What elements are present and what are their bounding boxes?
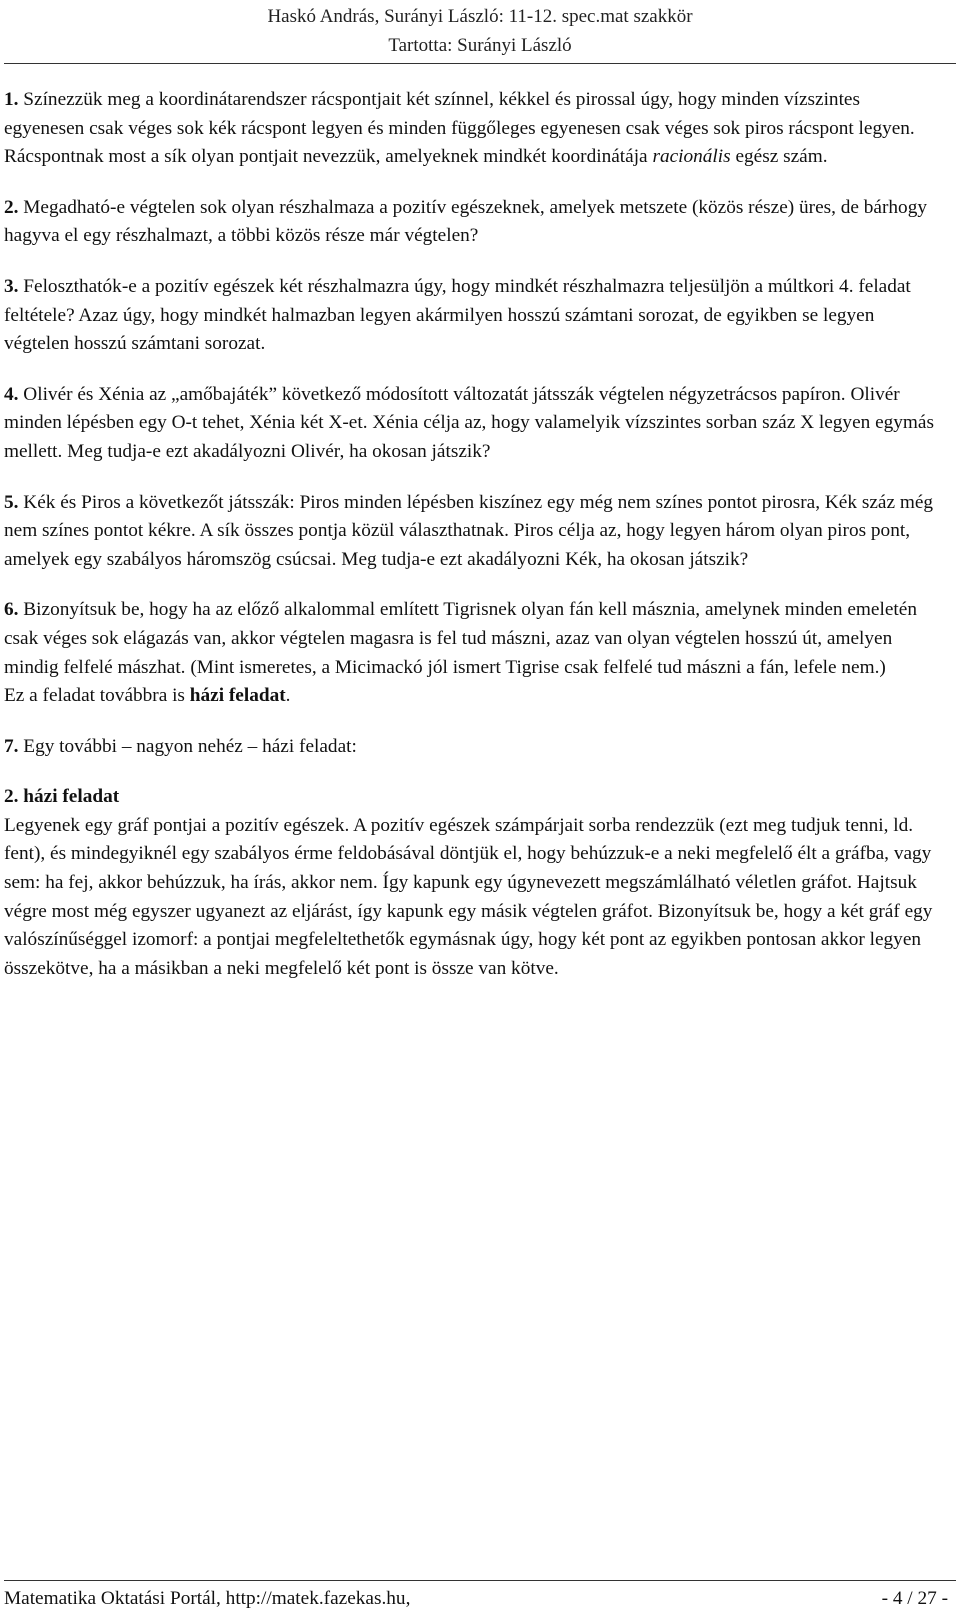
header-lecturer: Tartotta: Surányi László: [388, 35, 572, 56]
problem-4: [4, 381, 934, 467]
header-divider: [4, 63, 956, 64]
footer-divider: [4, 1580, 956, 1581]
homework-note-bold: házi feladat: [189, 685, 286, 707]
homework-note: Ez a feladat továbbra is: [4, 685, 190, 707]
problem-number: 3.: [4, 275, 19, 297]
problem-number: 5.: [4, 491, 19, 513]
homework-title: 2. házi feladat: [4, 786, 120, 808]
problem-text: Egy további – nagyon nehéz – házi feladat:: [18, 735, 357, 757]
homework-note-suffix: .: [285, 685, 291, 707]
problem-5: [4, 489, 934, 575]
page-header: [0, 0, 960, 60]
problem-number: 1.: [4, 89, 19, 110]
problem-text: Bizonyítsuk be, hogy ha az előző alkalommal említett Tigrisnek olyan fán kell másznia, amelynek minden emeletén csak véges sok elágazás van, akkor végtelen magasra is fel tud mászni, azaz van olyan végtelen hosszú út, amelyen mindig felfelé mászhat. (Mint ismeretes, a Micimackó jól ismert Tigrise csak felfelé tud mászni a fán, lefele nem.): [4, 599, 917, 678]
page-footer: [4, 1585, 948, 1613]
problem-2: [4, 194, 934, 251]
problem-7: [4, 733, 934, 762]
problem-text: Megadható-e végtelen sok olyan részhalmaza a pozitív egészeknek, amelyek metszete (közös része) üres, de bárhogy hagyva el egy részhalmazt, a többi közös része már végtelen?: [4, 196, 927, 247]
problem-text: egész szám.: [730, 146, 828, 168]
problem-text: Színezzük meg a koordinátarendszer rácspontjait két színnel, kékkel és pirossal úgy, hogy minden vízszintes egyenesen csak véges sok kék rácspont legyen és minden függőleges egyenesen csak véges sok piros rácspont legyen. Rácspontnak most a sík olyan pontjait nevezzük, amelyeknek mindkét koordinátája: [4, 89, 915, 168]
problem-number: 6.: [4, 599, 19, 621]
problem-number: 7.: [4, 735, 19, 757]
problem-1: [4, 86, 934, 172]
problem-text: Olivér és Xénia az „amőbajáték” következő módosított változatát játsszák végtelen négyzetrácsos papíron. Olivér minden lépésben egy O-t tehet, Xénia két X-et. Xénia célja az, hogy valamelyik vízszintes sorban száz X legyen egymás mellett. Meg tudja-e ezt akadályozni Olivér, ha okosan játszik?: [4, 383, 934, 462]
problem-text-italic: racionális: [652, 146, 731, 168]
problem-text: Kék és Piros a következőt játsszák: Piros minden lépésben kiszínez egy még nem színes pontot pirosra, Kék száz még nem színes pontot kékre. A sík összes pontja közül választhatnak. Piros célja az, hogy legyen három olyan piros pont, amelyek egy szabályos háromszög csúcsai. Meg tudja-e ezt akadályozni Kék, ha okosan játszik?: [4, 491, 934, 570]
homework-text: Legyenek egy gráf pontjai a pozitív egészek. A pozitív egészek számpárjait sorba rendezzük (ezt meg tudjuk tenni, ld. fent), és mindegyiknél egy szabályos érme feldobásával döntjük el, hogy behúzzuk-e a neki megfelelő élt a gráfba, vagy sem: ha fej, akkor behúzzuk, ha írás, akkor nem. Így kapunk egy úgynevezett megszámlálható véletlen gráfot. Hajtsuk végre most még egyszer ugyanezt az eljárást, így kapunk egy másik végtelen gráfot. Bizonyítsuk be, hogy a két gráf egy valószínűséggel izomorf: a pontjai megfeleltethetők egymásnak úgy, hogy két pont az egyikben pontosan akkor legyen összekötve, ha a másikban a neki megfelelő két pont is össze van kötve.: [4, 814, 933, 979]
homework-2: [4, 783, 934, 983]
problem-number: 4.: [4, 383, 19, 405]
problem-text: Feloszthatók-e a pozitív egészek két részhalmazra úgy, hogy mindkét részhalmazra teljesüljön a múltkori 4. feladat feltétele? Azaz úgy, hogy mindkét halmazban legyen akármilyen hosszú számtani sorozat, de egyikben se legyen végtelen hosszú számtani sorozat.: [4, 275, 911, 355]
footer-source: Matematika Oktatási Portál, http://matek.fazekas.hu,: [4, 1588, 411, 1609]
problem-3: [4, 273, 934, 359]
problem-6: [4, 596, 934, 710]
header-course-title: Haskó András, Surányi László: 11-12. spec.mat szakkör: [267, 6, 693, 27]
document-body: [4, 86, 934, 983]
page-number: - 4 / 27 -: [881, 1588, 948, 1609]
problem-number: 2.: [4, 196, 19, 218]
